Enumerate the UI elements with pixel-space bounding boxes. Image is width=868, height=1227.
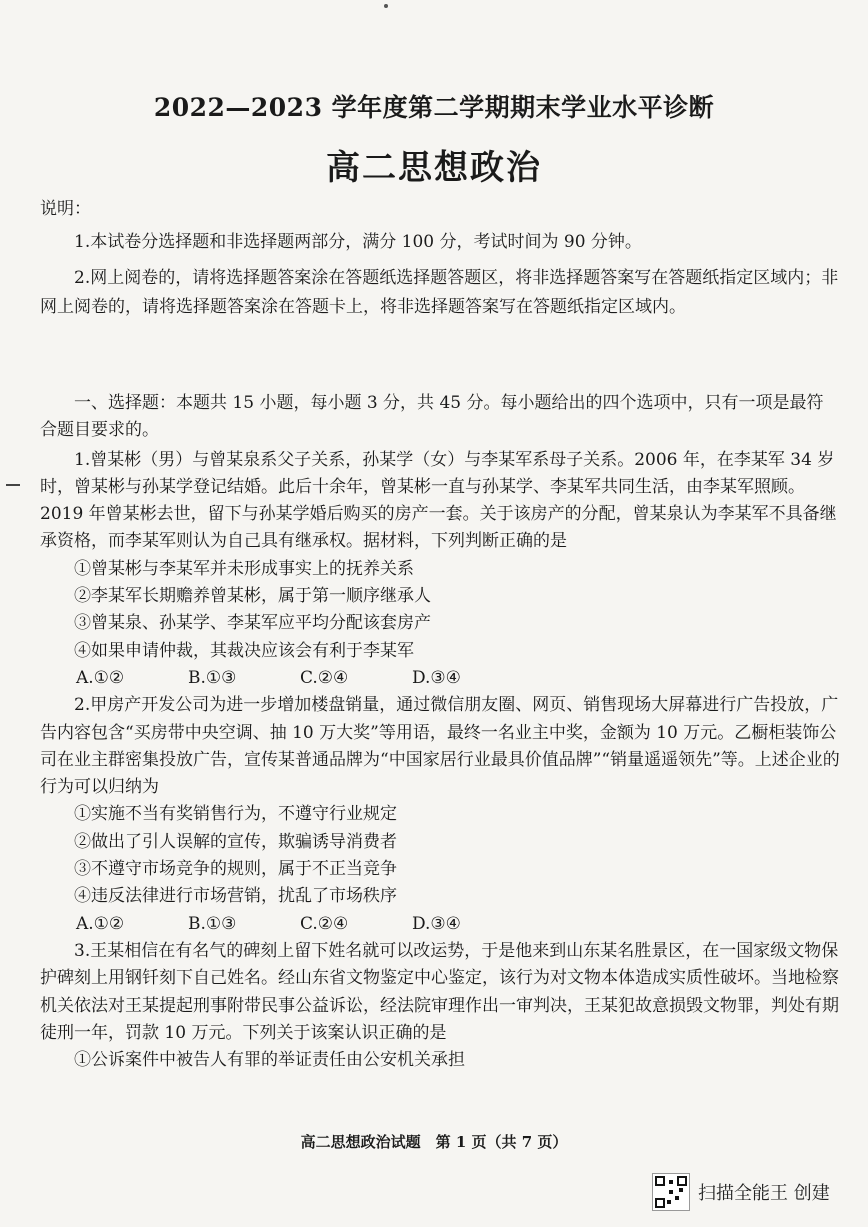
notes-label: 说明： xyxy=(40,199,91,219)
question-section xyxy=(40,390,840,1074)
q1-choice-b: B.①③ xyxy=(188,667,237,688)
note-item-2: 2.网上阅卷的，请将选择题答案涂在答题纸选择题答题区，将非选择题答案写在答题纸指定区域内；非网上阅卷的，请将选择题答案涂在答题卡上，将非选择题答案写在答题纸指定区域内。 xyxy=(40,267,839,317)
q1-choice-a: A.①② xyxy=(76,667,125,688)
page-footer: 高二思想政治试题 第 1 页（共 7 页） xyxy=(300,1133,568,1151)
q1-option-1: ①曾某彬与李某军并未形成事实上的抚养关系 xyxy=(74,558,414,579)
margin-mark xyxy=(6,484,20,486)
exam-title: 2022—2023 学年度第二学期期末学业水平诊断 xyxy=(153,93,715,122)
question-1-stem: 1.曾某彬（男）与曾某泉系父子关系，孙某学（女）与李某军系母子关系。2006 年，在李某军 34 岁时，曾某彬与孙某学登记结婚。此后十余年，曾某彬一直与孙某学、李某军共同生活，由李某军照顾。2019 年曾某彬去世，留下与孙某学婚后购买的房产一套。关于该房产的分配，曾某泉认为李某军不具备继承资格，而李某军则认为自己具有继承权。据材料，下列判断正确的是 xyxy=(40,449,837,552)
q1-option-2: ②李某军长期赡养曾某彬，属于第一顺序继承人 xyxy=(74,586,431,607)
q2-choices xyxy=(40,911,840,938)
q1-option-3: ③曾某泉、孙某学、李某军应平均分配该套房产 xyxy=(74,613,431,634)
q2-choice-d: D.③④ xyxy=(412,913,461,934)
q3-option-1: ①公诉案件中被告人有罪的举证责任由公安机关承担 xyxy=(74,1050,465,1071)
q2-option-3: ③不遵守市场竞争的规则，属于不正当竞争 xyxy=(74,859,397,880)
note-item-1: 1.本试卷分选择题和非选择题两部分，满分 100 分，考试时间为 90 分钟。 xyxy=(74,232,642,253)
scan-speck xyxy=(384,4,388,8)
q1-choices xyxy=(40,665,840,692)
section-heading: 一、选择题：本题共 15 小题，每小题 3 分，共 45 分。每小题给出的四个选项中，只有一项是最符合题目要求的。 xyxy=(40,393,824,441)
scanner-watermark-text: 扫描全能王 创建 xyxy=(698,1183,830,1204)
qr-code-icon xyxy=(652,1173,690,1211)
q2-choice-c: C.②④ xyxy=(300,913,349,934)
scanner-watermark xyxy=(652,1172,830,1212)
q1-choice-c: C.②④ xyxy=(300,667,349,688)
q2-option-1: ①实施不当有奖销售行为，不遵守行业规定 xyxy=(74,804,397,825)
question-3-stem: 3.王某相信在有名气的碑刻上留下姓名就可以改运势，于是他来到山东某名胜景区，在一国家级文物保护碑刻上用钢钎刻下自己姓名。经山东省文物鉴定中心鉴定，该行为对文物本体造成实质性破坏。当地检察机关依法对王某提起刑事附带民事公益诉讼，经法院审理作出一审判决，王某犯故意损毁文物罪，判处有期徒刑一年，罚款 10 万元。下列关于该案认识正确的是 xyxy=(40,940,839,1043)
notes-block xyxy=(40,196,840,322)
q1-option-4: ④如果申请仲裁，其裁决应该会有利于李某军 xyxy=(74,640,414,661)
q2-option-2: ②做出了引人误解的宣传，欺骗诱导消费者 xyxy=(74,831,397,852)
q2-choice-b: B.①③ xyxy=(188,913,237,934)
q1-choice-d: D.③④ xyxy=(412,667,461,688)
q2-choice-a: A.①② xyxy=(76,913,125,934)
q2-option-4: ④违反法律进行市场营销，扰乱了市场秩序 xyxy=(74,886,397,907)
subject-title: 高二思想政治 xyxy=(326,148,542,188)
question-2-stem: 2.甲房产开发公司为进一步增加楼盘销量，通过微信朋友圈、网页、销售现场大屏幕进行广告投放，广告内容包含“买房带中央空调、抽 10 万大奖”等用语，最终一名业主中奖，金额为 10 万元。乙橱柜装饰公司在业主群密集投放广告，宣传某普通品牌为“中国家居行业最具价值品牌”“销量遥遥领先”等。上述企业的行为可以归纳为 xyxy=(40,695,840,798)
